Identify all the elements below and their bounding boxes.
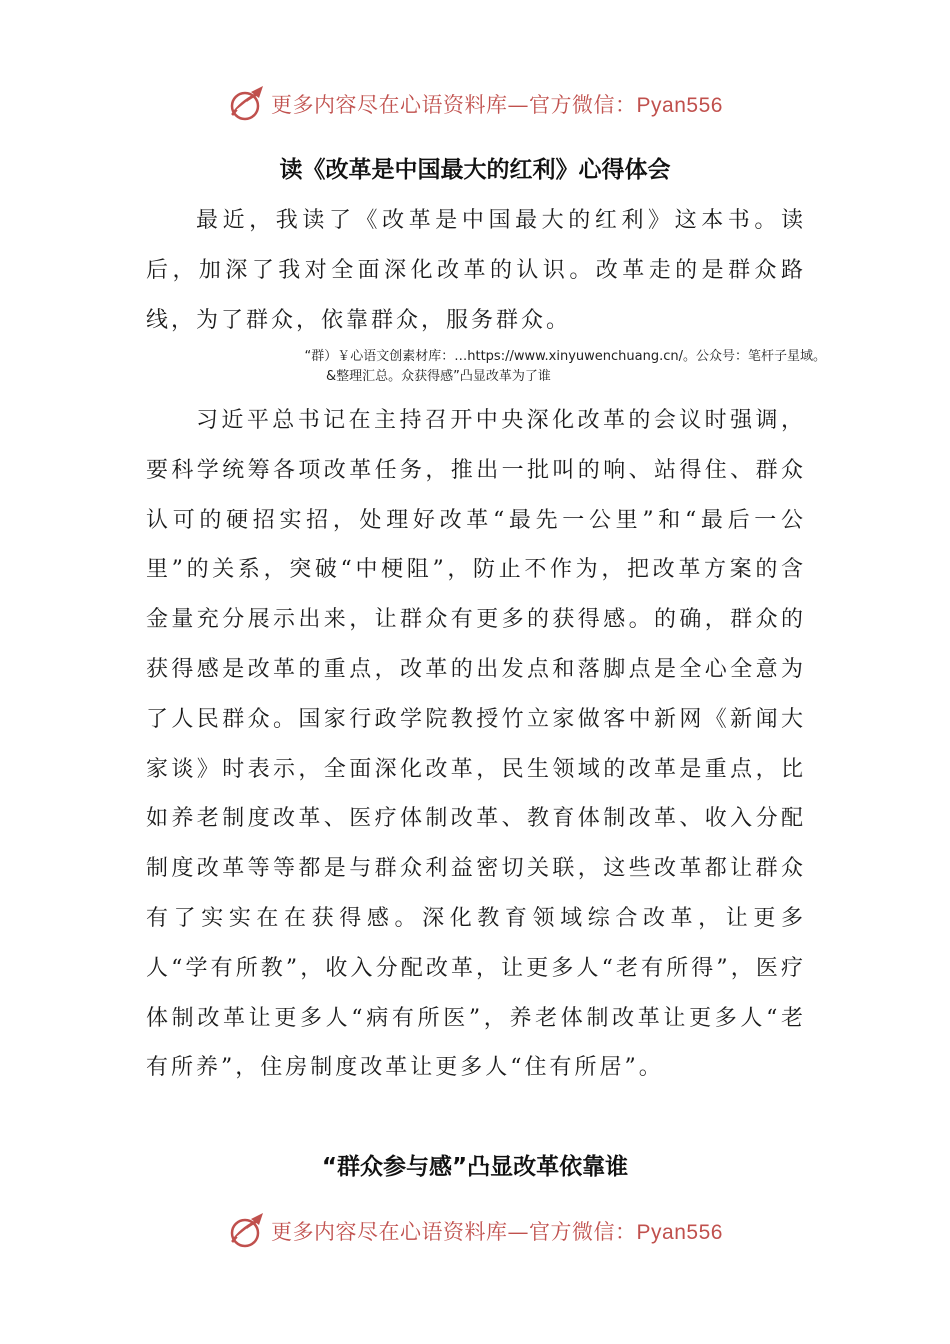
header-banner	[0, 80, 950, 128]
pen-logo-icon	[227, 1211, 267, 1251]
header-banner-text: 更多内容尽在心语资料库—官方微信：Pyan556	[271, 93, 723, 117]
watermark-note	[146, 347, 826, 387]
watermark-line: &整理汇总。众获得感”凸显改革为了谁	[326, 369, 551, 384]
section-heading: “群众参与感”凸显改革依靠谁	[321, 1154, 629, 1180]
footer-banner	[0, 1207, 950, 1255]
page-title: 读《改革是中国最大的红利》心得体会	[279, 157, 671, 183]
body-paragraph: 习近平总书记在主持召开中央深化改革的会议时强调，要科学统筹各项改革任务，推出一批叫的响、站得住、群众认可的硬招实招，处理好改革“最先一公里”和“最后一公里”的关系，突破“中梗阻”，防止不作为，把改革方案的含金量充分展示出来，让群众有更多的获得感。的确，群众的获得感是改革的重点，改革的出发点和落脚点是全心全意为了人民群众。国家行政学院教授竹立家做客中新网《新闻大家谈》时表示，全面深化改革，民生领域的改革是重点，比如养老制度改革、医疗体制改革、教育体制改革、收入分配制度改革等等都是与群众利益密切关联，这些改革都让群众有了实实在在获得感。深化教育领域综合改革，让更多人“学有所教”，收入分配改革，让更多人“老有所得”，医疗体制改革让更多人“病有所医”，养老体制改革让更多人“老有所养”，住房制度改革让更多人“住有所居”。	[146, 408, 806, 1081]
footer-banner-text: 更多内容尽在心语资料库—官方微信：Pyan556	[271, 1220, 723, 1244]
pen-logo-icon	[227, 84, 267, 124]
wechat-handle: Pyan556	[636, 1221, 723, 1244]
body-paragraph: 最近，我读了《改革是中国最大的红利》这本书。读后，加深了我对全面深化改革的认识。改革走的是群众路线，为了群众，依靠群众，服务群众。	[146, 208, 806, 333]
watermark-line: “群）￥心语文创素材库：…https://www.xinyuwenchuang.cn/。公众号：笔杆子星域。	[304, 349, 826, 364]
wechat-handle: Pyan556	[636, 94, 723, 117]
